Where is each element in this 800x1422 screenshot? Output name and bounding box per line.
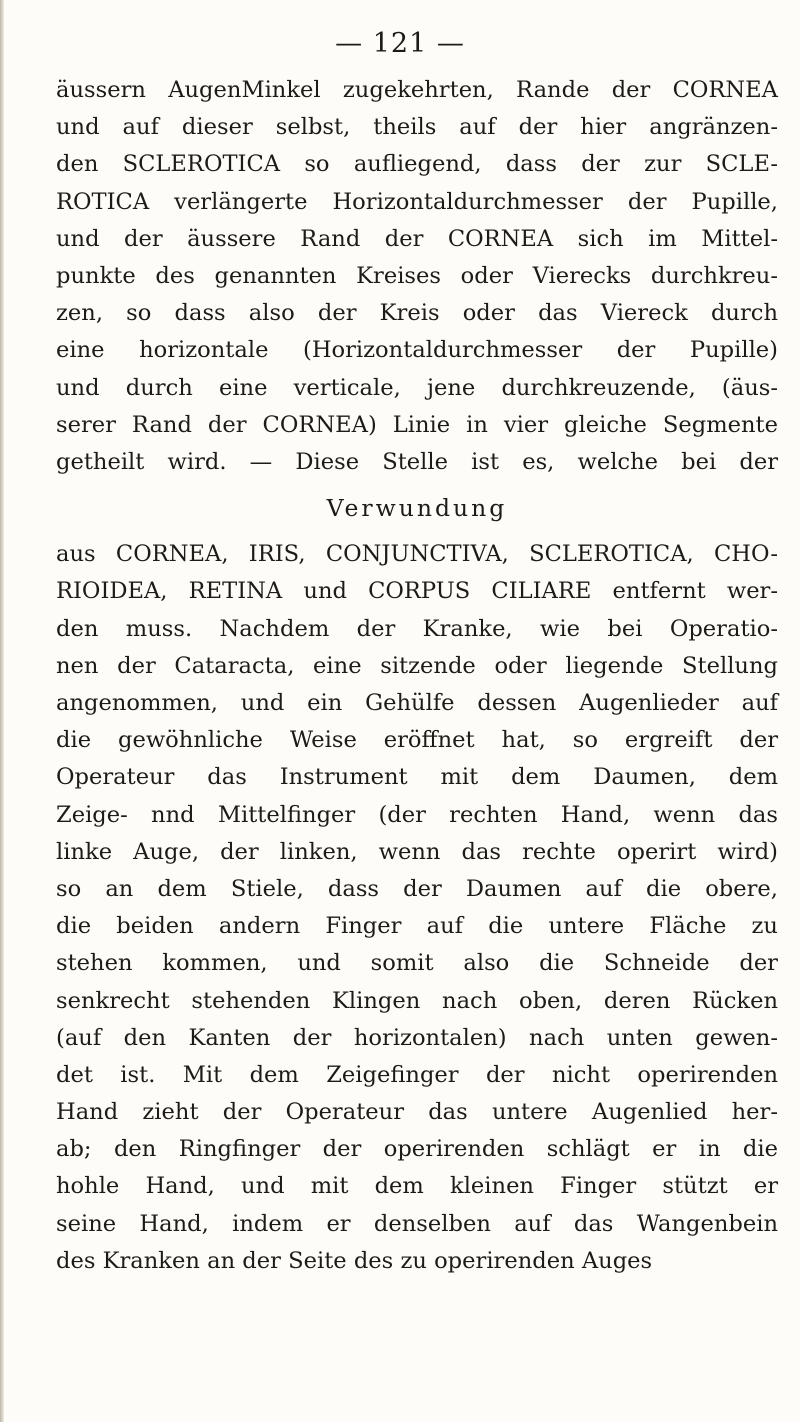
text-line: den muss. Nachdem der Kranke, wie bei Operatio- xyxy=(56,615,778,642)
text-line: und durch eine verticale, jene durchkreuzende, (äus- xyxy=(56,374,778,401)
text-line: Zeige- nnd Mittelfinger (der rechten Hand, wenn das xyxy=(56,801,778,828)
text-line: des Kranken an der Seite des zu operirenden Auges xyxy=(56,1247,653,1274)
text-line: so an dem Stiele, dass der Daumen auf die obere, xyxy=(56,875,778,902)
text-line: serer Rand der CORNEA) Linie in vier gleiche Segmente xyxy=(56,411,778,438)
page-edge-shadow xyxy=(0,0,4,1422)
text-line: linke Auge, der linken, wenn das rechte operirt wird) xyxy=(56,838,778,865)
text-line: zen, so dass also der Kreis oder das Viereck durch xyxy=(56,300,778,327)
text-line: aus CORNEA, IRIS, CONJUNCTIVA, SCLEROTICA, CHO- xyxy=(56,541,778,568)
section-heading: Verwundung xyxy=(326,494,508,523)
text-line: ROTICA verlängerte Horizontaldurchmesser der Pupille, xyxy=(56,188,778,215)
text-line: nen der Cataracta, eine sitzende oder liegende Stellung xyxy=(56,652,778,679)
text-line: und auf dieser selbst, theils auf der hier angränzen- xyxy=(56,114,778,141)
text-line: RIOIDEA, RETINA und CORPUS CILIARE entfernt wer- xyxy=(56,578,778,605)
text-line: Operateur das Instrument mit dem Daumen, dem xyxy=(56,764,778,791)
text-line: eine horizontale (Horizontaldurchmesser der Pupille) xyxy=(56,337,778,364)
text-line: hohle Hand, und mit dem kleinen Finger stützt er xyxy=(56,1173,778,1200)
text-line: (auf den Kanten der horizontalen) nach unten gewen- xyxy=(56,1024,778,1051)
text-line: die gewöhnliche Weise eröffnet hat, so ergreift der xyxy=(56,727,778,754)
text-line: stehen kommen, und somit also die Schneide der xyxy=(56,950,778,977)
body-text xyxy=(56,72,778,1280)
text-line: senkrecht stehenden Klingen nach oben, deren Rücken xyxy=(56,987,778,1014)
text-line: det ist. Mit dem Zeigefinger der nicht operirenden xyxy=(56,1061,778,1088)
text-line: getheilt wird. — Diese Stelle ist es, welche bei der xyxy=(56,448,778,475)
text-line: äussern AugenMinkel zugekehrten, Rande der CORNEA xyxy=(56,77,778,103)
text-line: und der äussere Rand der CORNEA sich im Mittel- xyxy=(56,225,778,252)
text-line: die beiden andern Finger auf die untere Fläche zu xyxy=(56,913,778,940)
page-number: — 121 — xyxy=(335,28,465,59)
text-line: angenommen, und ein Gehülfe dessen Augenlieder auf xyxy=(56,690,778,716)
text-line: seine Hand, indem er denselben auf das Wangenbein xyxy=(56,1210,778,1237)
text-line: ab; den Ringfinger der operirenden schlägt er in die xyxy=(56,1136,778,1163)
text-line: den SCLEROTICA so aufliegend, dass der zur SCLE- xyxy=(56,151,778,178)
text-line: Hand zieht der Operateur das untere Augenlied her- xyxy=(56,1099,778,1126)
text-line: punkte des genannten Kreises oder Vierecks durchkreu- xyxy=(56,262,778,289)
